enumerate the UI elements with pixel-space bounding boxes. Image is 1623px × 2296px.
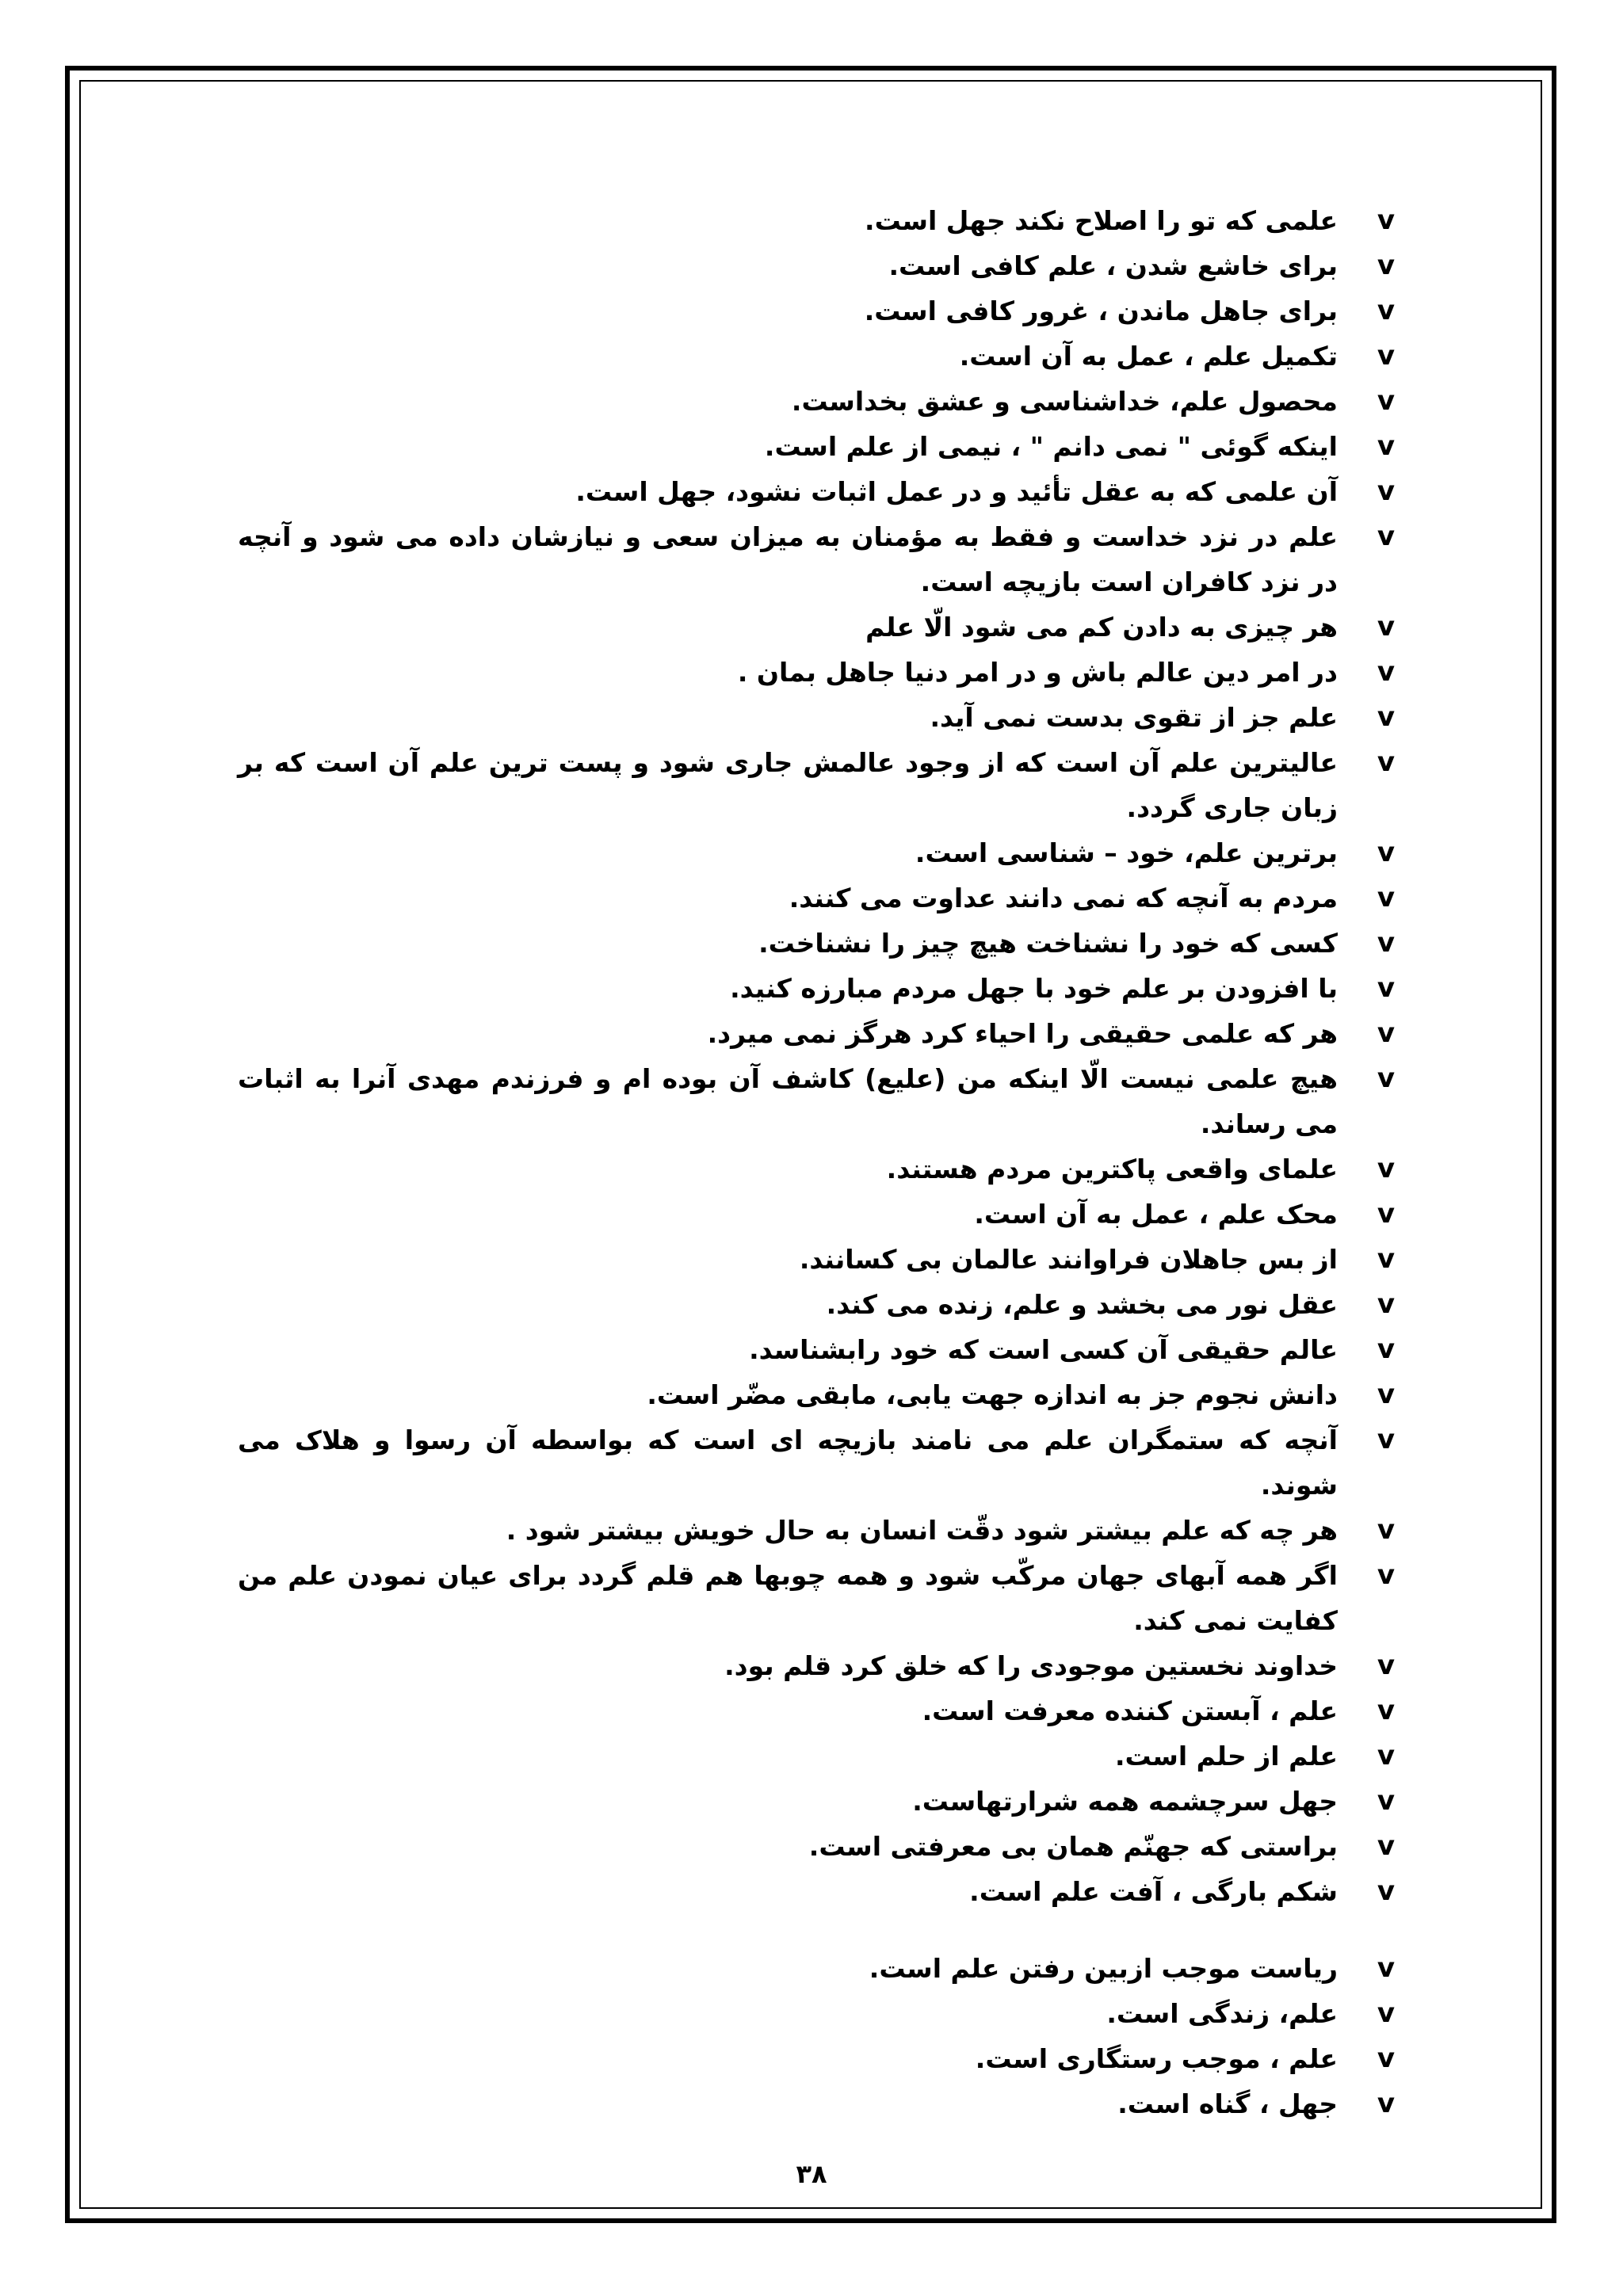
check-bullet-icon: v	[1377, 1695, 1395, 1726]
check-bullet-icon: v	[1377, 250, 1395, 281]
saying-text: تکمیل علم ، عمل به آن است.	[959, 341, 1338, 372]
check-bullet-icon: v	[1377, 385, 1395, 417]
list-item	[238, 966, 1395, 1011]
check-bullet-icon: v	[1377, 1875, 1395, 1907]
saying-text: عالم حقیقی آن کسی است که خود رابشناسد.	[749, 1334, 1338, 1365]
check-bullet-icon: v	[1377, 1062, 1395, 1094]
check-bullet-icon: v	[1377, 882, 1395, 913]
list-item	[238, 695, 1395, 740]
list-item	[238, 1824, 1395, 1869]
list-item	[238, 1056, 1395, 1146]
saying-text: علمی که تو را اصلاح نکند جهل است.	[865, 205, 1338, 236]
check-bullet-icon: v	[1377, 1997, 1395, 2029]
list-item	[238, 379, 1395, 424]
check-bullet-icon: v	[1377, 656, 1395, 688]
saying-text: مردم به آنچه که نمی دانند عداوت می کنند.	[789, 883, 1338, 913]
list-item	[238, 2036, 1395, 2081]
saying-text: علم در نزد خداست و فقط به مؤمنان به میزان سعی و نیازشان داده می شود و آنچه در نزد کافران است بازیچه است.	[238, 521, 1338, 597]
saying-text: برای خاشع شدن ، علم کافی است.	[888, 250, 1338, 281]
check-bullet-icon: v	[1377, 1559, 1395, 1591]
group-gap	[238, 1914, 1395, 1946]
check-bullet-icon: v	[1377, 837, 1395, 868]
saying-text: خداوند نخستین موجودی را که خلق کرد قلم بود.	[724, 1650, 1338, 1681]
check-bullet-icon: v	[1377, 1514, 1395, 1546]
sayings-group-1	[238, 198, 1395, 1914]
list-item	[238, 1146, 1395, 1192]
check-bullet-icon: v	[1377, 1198, 1395, 1230]
list-item	[238, 830, 1395, 875]
check-bullet-icon: v	[1377, 611, 1395, 643]
saying-text: شکم بارگی ، آفت علم است.	[969, 1876, 1338, 1907]
saying-text: جهل سرچشمه همه شرارتهاست.	[912, 1786, 1338, 1817]
list-item	[238, 514, 1395, 605]
list-item	[238, 650, 1395, 695]
list-item	[238, 334, 1395, 379]
sayings-group-2	[238, 1946, 1395, 2126]
check-bullet-icon: v	[1377, 1740, 1395, 1772]
check-bullet-icon: v	[1377, 701, 1395, 733]
saying-text: از بس جاهلان فراوانند عالمان بی کسانند.	[799, 1244, 1338, 1275]
check-bullet-icon: v	[1377, 972, 1395, 1004]
list-item	[238, 1192, 1395, 1237]
saying-text: علم ، موجب رستگاری است.	[975, 2043, 1338, 2074]
list-item	[238, 288, 1395, 334]
saying-text: برترین علم، خود – شناسی است.	[915, 837, 1338, 868]
check-bullet-icon: v	[1377, 746, 1395, 778]
saying-text: هر چه که علم بیشتر شود دقّت انسان به حال خویش بیشتر شود .	[506, 1515, 1338, 1546]
check-bullet-icon: v	[1377, 2042, 1395, 2074]
list-item	[238, 2081, 1395, 2126]
check-bullet-icon: v	[1377, 1243, 1395, 1275]
list-item	[238, 875, 1395, 921]
check-bullet-icon: v	[1377, 1288, 1395, 1320]
check-bullet-icon: v	[1377, 204, 1395, 236]
check-bullet-icon: v	[1377, 1650, 1395, 1681]
list-item	[238, 469, 1395, 514]
saying-text: محصول علم، خداشناسی و عشق بخداست.	[791, 386, 1338, 417]
check-bullet-icon: v	[1377, 1830, 1395, 1862]
saying-text: آن علمی که به عقل تأئید و در عمل اثبات نشود، جهل است.	[575, 476, 1338, 507]
check-bullet-icon: v	[1377, 2088, 1395, 2119]
saying-text: ریاست موجب ازبین رفتن علم است.	[869, 1953, 1338, 1984]
list-item	[238, 1688, 1395, 1733]
list-item	[238, 1779, 1395, 1824]
saying-text: هر چیزی به دادن کم می شود الّا علم	[865, 612, 1338, 643]
saying-text: برای جاهل ماندن ، غرور کافی است.	[864, 296, 1338, 326]
saying-text: عقل نور می بخشد و علم، زنده می کند.	[826, 1289, 1338, 1320]
list-item	[238, 198, 1395, 243]
saying-text: جهل ، گناه است.	[1117, 2088, 1338, 2119]
list-item	[238, 1011, 1395, 1056]
check-bullet-icon: v	[1377, 1017, 1395, 1049]
check-bullet-icon: v	[1377, 521, 1395, 552]
list-item	[238, 1237, 1395, 1282]
list-item	[238, 424, 1395, 469]
saying-text: در امر دین عالم باش و در امر دنیا جاهل بمان .	[737, 657, 1338, 688]
list-item	[238, 243, 1395, 288]
list-item	[238, 1553, 1395, 1643]
check-bullet-icon: v	[1377, 475, 1395, 507]
saying-text: عالیترین علم آن است که از وجود عالمش جاری شود و پست ترین علم آن است که بر زبان جاری گردد.	[238, 747, 1338, 823]
saying-text: علم جز از تقوی بدست نمی آید.	[930, 702, 1338, 733]
check-bullet-icon: v	[1377, 1424, 1395, 1455]
check-bullet-icon: v	[1377, 1333, 1395, 1365]
saying-text: اگر همه آبهای جهان مرکّب شود و همه چوبها هم قلم گردد برای عیان نمودن علم من کفایت نمی کند.	[238, 1560, 1338, 1636]
saying-text: علم، زندگی است.	[1106, 1998, 1338, 2029]
list-item	[238, 1327, 1395, 1372]
list-item	[238, 1508, 1395, 1553]
check-bullet-icon: v	[1377, 1785, 1395, 1817]
saying-text: اینکه گوئی " نمی دانم " ، نیمی از علم است.	[764, 431, 1338, 462]
saying-text: آنچه که ستمگران علم می نامند بازیچه ای است که بواسطه آن رسوا و هلاک می شوند.	[238, 1425, 1338, 1501]
list-item	[238, 921, 1395, 966]
check-bullet-icon: v	[1377, 295, 1395, 326]
list-item	[238, 1733, 1395, 1779]
check-bullet-icon: v	[1377, 1952, 1395, 1984]
saying-text: علم از حلم است.	[1114, 1741, 1338, 1772]
list-item	[238, 1282, 1395, 1327]
list-item	[238, 1991, 1395, 2036]
saying-text: کسی که خود را نشناخت هیچ چیز را نشناخت.	[758, 928, 1338, 959]
saying-text: با افزودن بر علم خود با جهل مردم مبارزه کنید.	[730, 973, 1338, 1004]
saying-text: دانش نجوم جز به اندازه جهت یابی، مابقی مضّر است.	[647, 1379, 1338, 1410]
list-item	[238, 605, 1395, 650]
saying-text: محک علم ، عمل به آن است.	[974, 1199, 1338, 1230]
check-bullet-icon: v	[1377, 1153, 1395, 1184]
saying-text: هیچ علمی نیست الّا اینکه من (علیع) کاشف آن بوده ام و فرزندم مهدی آنرا به اثبات می رساند.	[238, 1063, 1338, 1139]
check-bullet-icon: v	[1377, 430, 1395, 462]
check-bullet-icon: v	[1377, 340, 1395, 372]
check-bullet-icon: v	[1377, 927, 1395, 959]
list-item	[238, 740, 1395, 830]
saying-text: هر که علمی حقیقی را احیاء کرد هرگز نمی میرد.	[707, 1018, 1338, 1049]
page-number: ۳۸	[796, 2159, 827, 2189]
list-item	[238, 1417, 1395, 1508]
list-item	[238, 1643, 1395, 1688]
saying-text: براستی که جهنّم همان بی معرفتی است.	[808, 1831, 1338, 1862]
saying-text: علمای واقعی پاکترین مردم هستند.	[886, 1154, 1338, 1184]
saying-text: علم ، آبستن کننده معرفت است.	[922, 1695, 1338, 1726]
list-item	[238, 1372, 1395, 1417]
check-bullet-icon: v	[1377, 1379, 1395, 1410]
list-item	[238, 1869, 1395, 1914]
sayings-list	[238, 198, 1395, 2126]
list-item	[238, 1946, 1395, 1991]
